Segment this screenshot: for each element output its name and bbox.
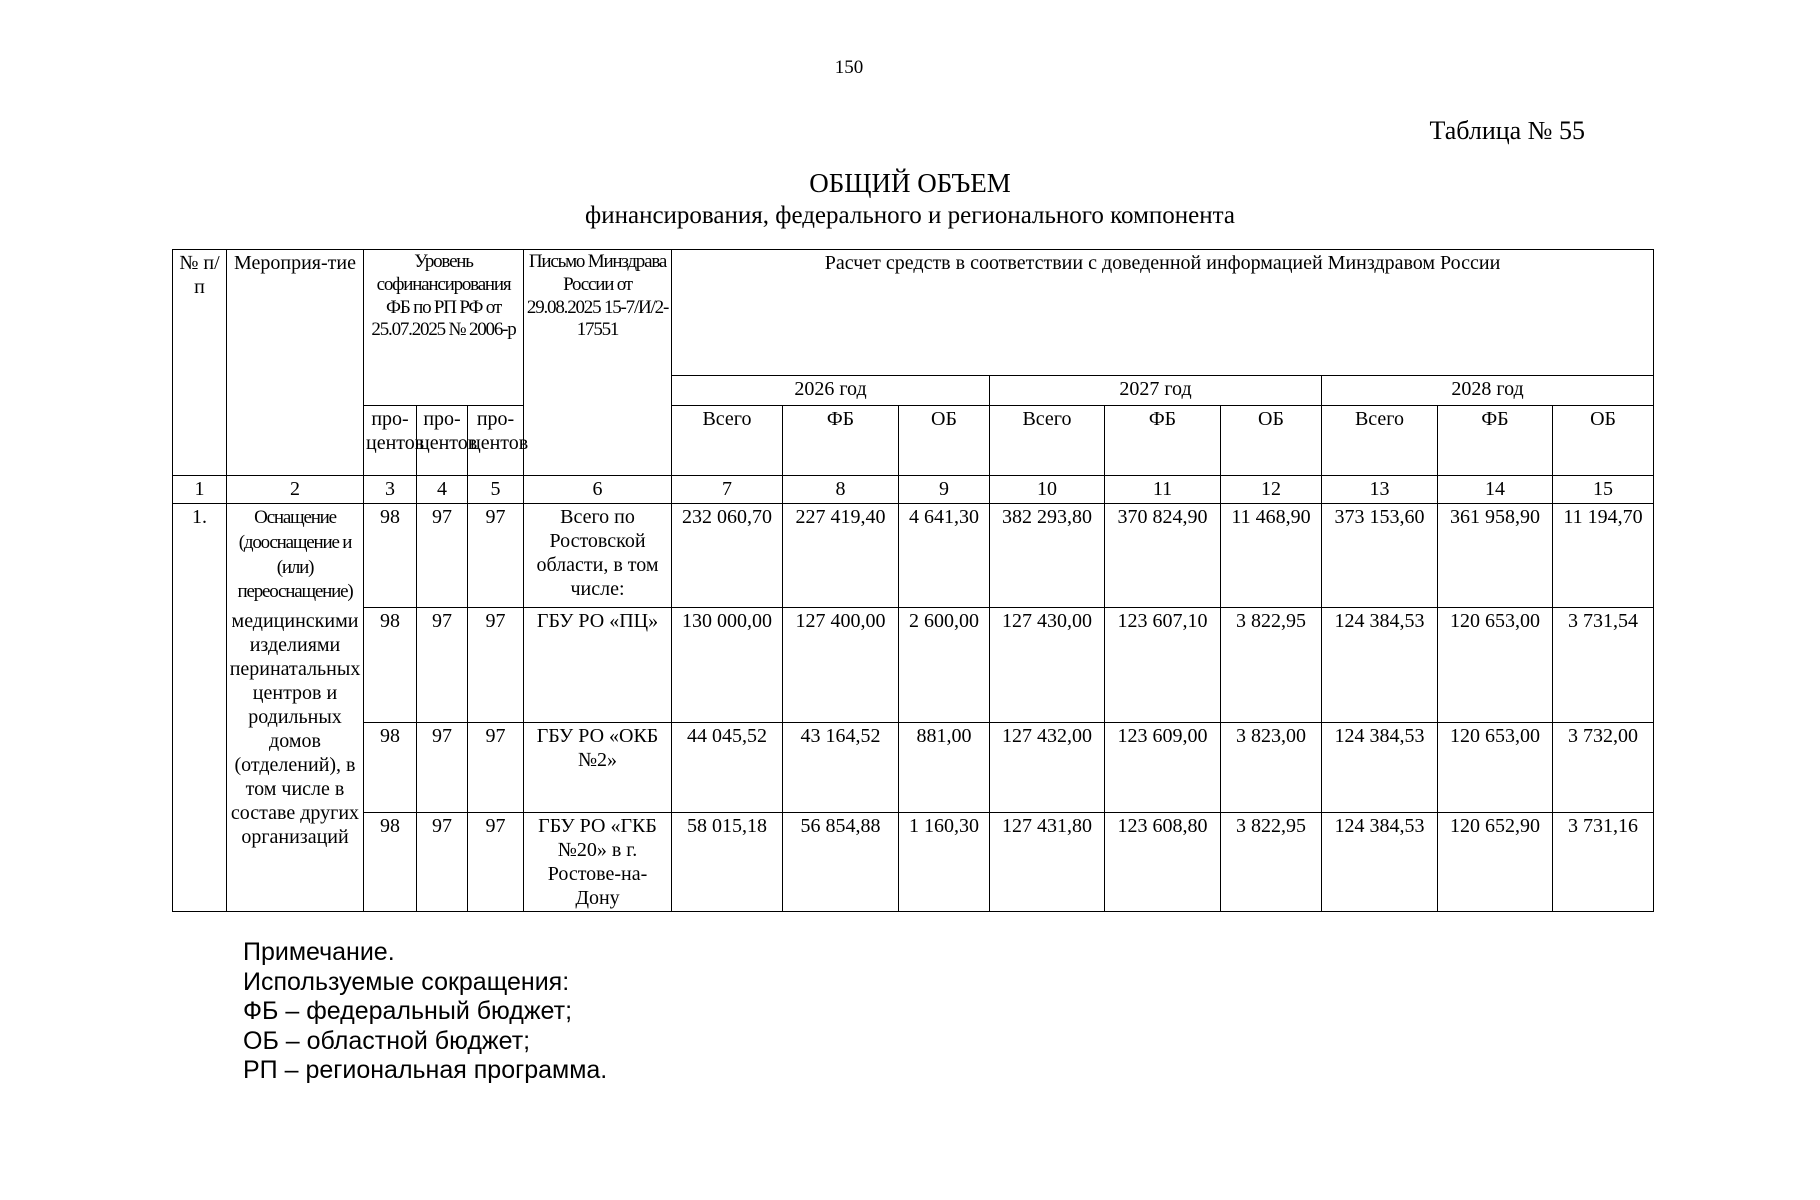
- cell-value: 127 430,00: [990, 608, 1105, 723]
- note-line: РП – региональная программа.: [243, 1056, 608, 1084]
- cell-value: 3 731,16: [1553, 813, 1654, 912]
- header-total-2027: Всего: [990, 406, 1105, 476]
- header-total-2028: Всего: [1322, 406, 1438, 476]
- cell-recipient: Всего по Ростовской области, в том числе:: [524, 504, 672, 608]
- cell-value: 881,00: [899, 723, 990, 813]
- cell-value: 232 060,70: [672, 504, 783, 608]
- header-year-2028: 2028 год: [1322, 376, 1654, 406]
- cell-value: 123 609,00: [1105, 723, 1221, 813]
- note-line: ОБ – областной бюджет;: [243, 1026, 531, 1055]
- column-number: 6: [524, 476, 672, 504]
- cell-percent-3: 97: [468, 723, 524, 813]
- cell-value: 373 153,60: [1322, 504, 1438, 608]
- cell-value: 120 653,00: [1438, 608, 1553, 723]
- cell-value: 2 600,00: [899, 608, 990, 723]
- cell-recipient: ГБУ РО «ОКБ №2»: [524, 723, 672, 813]
- header-ob-2027: ОБ: [1221, 406, 1322, 476]
- cell-value: 124 384,53: [1322, 608, 1438, 723]
- column-number: 13: [1322, 476, 1438, 504]
- note-line: Используемые сокращения:: [243, 967, 570, 996]
- cell-percent-1: 98: [364, 813, 417, 912]
- cell-value: 361 958,90: [1438, 504, 1553, 608]
- column-number: 9: [899, 476, 990, 504]
- header-percent-2: про-центов: [417, 406, 468, 476]
- note-line: Примечание.: [243, 938, 395, 966]
- cell-value: 127 432,00: [990, 723, 1105, 813]
- cell-value: 3 822,95: [1221, 608, 1322, 723]
- table-row: [173, 813, 1654, 912]
- header-cofinancing-level: Уровень софинансирования ФБ по РП РФ от 25.07.2025 № 2006-р: [364, 250, 524, 406]
- cell-value: 370 824,90: [1105, 504, 1221, 608]
- financing-table: [172, 249, 1654, 912]
- row-number: 1.: [173, 504, 227, 912]
- cell-percent-2: 97: [417, 723, 468, 813]
- cell-value: 124 384,53: [1322, 813, 1438, 912]
- cell-recipient: ГБУ РО «ГКБ №20» в г. Ростове-на-Дону: [524, 813, 672, 912]
- column-number: 8: [783, 476, 899, 504]
- cell-value: 58 015,18: [672, 813, 783, 912]
- column-number-row: [173, 476, 1654, 504]
- table-row: [173, 504, 1654, 608]
- event-description-part1: [227, 504, 364, 608]
- header-num: № п/п: [173, 250, 227, 476]
- cell-value: 3 822,95: [1221, 813, 1322, 912]
- note-line: ФБ – федеральный бюджет;: [243, 997, 573, 1025]
- cell-percent-2: 97: [417, 608, 468, 723]
- header-percent-1: про-центов: [364, 406, 417, 476]
- event-description-part2: медицинскими изделиями перинатальных центров и родильных домов (отделений), в том числе в составе других организаций: [227, 608, 364, 912]
- cell-value: 130 000,00: [672, 608, 783, 723]
- document-subtitle: финансирования, федерального и регионального компонента: [585, 202, 1235, 229]
- table-row: [173, 723, 1654, 813]
- column-number: 3: [364, 476, 417, 504]
- cell-percent-3: 97: [468, 813, 524, 912]
- cell-value: 3 823,00: [1221, 723, 1322, 813]
- header-ob-2028: ОБ: [1553, 406, 1654, 476]
- header-percent-3: про-центов: [468, 406, 524, 476]
- column-number: 7: [672, 476, 783, 504]
- cell-value: 124 384,53: [1322, 723, 1438, 813]
- cell-value: 11 194,70: [1553, 504, 1654, 608]
- header-ob-2026: ОБ: [899, 406, 990, 476]
- cell-percent-3: 97: [468, 504, 524, 608]
- cell-value: 123 607,10: [1105, 608, 1221, 723]
- cell-percent-2: 97: [417, 504, 468, 608]
- cell-value: 4 641,30: [899, 504, 990, 608]
- cell-value: 11 468,90: [1221, 504, 1322, 608]
- header-year-2026: 2026 год: [672, 376, 990, 406]
- cell-recipient: ГБУ РО «ПЦ»: [524, 608, 672, 723]
- column-number: 10: [990, 476, 1105, 504]
- event-text-1: Оснащение (дооснащение и (или) переоснащение): [237, 507, 353, 603]
- page-number: 150: [834, 57, 864, 78]
- column-number: 4: [417, 476, 468, 504]
- column-number: 2: [227, 476, 364, 504]
- cell-percent-3: 97: [468, 608, 524, 723]
- table-row: [173, 608, 1654, 723]
- header-event: Мероприя-тие: [227, 250, 364, 476]
- cell-percent-2: 97: [417, 813, 468, 912]
- header-fb-2027: ФБ: [1105, 406, 1221, 476]
- cell-value: 43 164,52: [783, 723, 899, 813]
- notes-block: [243, 938, 607, 1086]
- header-year-2027: 2027 год: [990, 376, 1322, 406]
- header-letter: Письмо Минздрава России от 29.08.2025 15-7/И/2-17551: [524, 250, 672, 476]
- cell-percent-1: 98: [364, 608, 417, 723]
- header-calculation: Расчет средств в соответствии с доведенной информацией Минздравом России: [672, 250, 1654, 376]
- column-number: 14: [1438, 476, 1553, 504]
- column-number: 5: [468, 476, 524, 504]
- cell-percent-1: 98: [364, 723, 417, 813]
- cell-value: 127 400,00: [783, 608, 899, 723]
- cell-value: 382 293,80: [990, 504, 1105, 608]
- cell-value: 123 608,80: [1105, 813, 1221, 912]
- cell-value: 227 419,40: [783, 504, 899, 608]
- column-number: 15: [1553, 476, 1654, 504]
- document-title: ОБЩИЙ ОБЪЕМ: [809, 168, 1011, 198]
- cell-percent-1: 98: [364, 504, 417, 608]
- header-total-2026: Всего: [672, 406, 783, 476]
- cell-value: 3 731,54: [1553, 608, 1654, 723]
- column-number: 1: [173, 476, 227, 504]
- cell-value: 1 160,30: [899, 813, 990, 912]
- cell-value: 120 652,90: [1438, 813, 1553, 912]
- header-fb-2028: ФБ: [1438, 406, 1553, 476]
- cell-value: 3 732,00: [1553, 723, 1654, 813]
- column-number: 12: [1221, 476, 1322, 504]
- cell-value: 44 045,52: [672, 723, 783, 813]
- table-label: Таблица № 55: [1429, 116, 1585, 145]
- column-number: 11: [1105, 476, 1221, 504]
- cell-value: 127 431,80: [990, 813, 1105, 912]
- cell-value: 56 854,88: [783, 813, 899, 912]
- cell-value: 120 653,00: [1438, 723, 1553, 813]
- header-fb-2026: ФБ: [783, 406, 899, 476]
